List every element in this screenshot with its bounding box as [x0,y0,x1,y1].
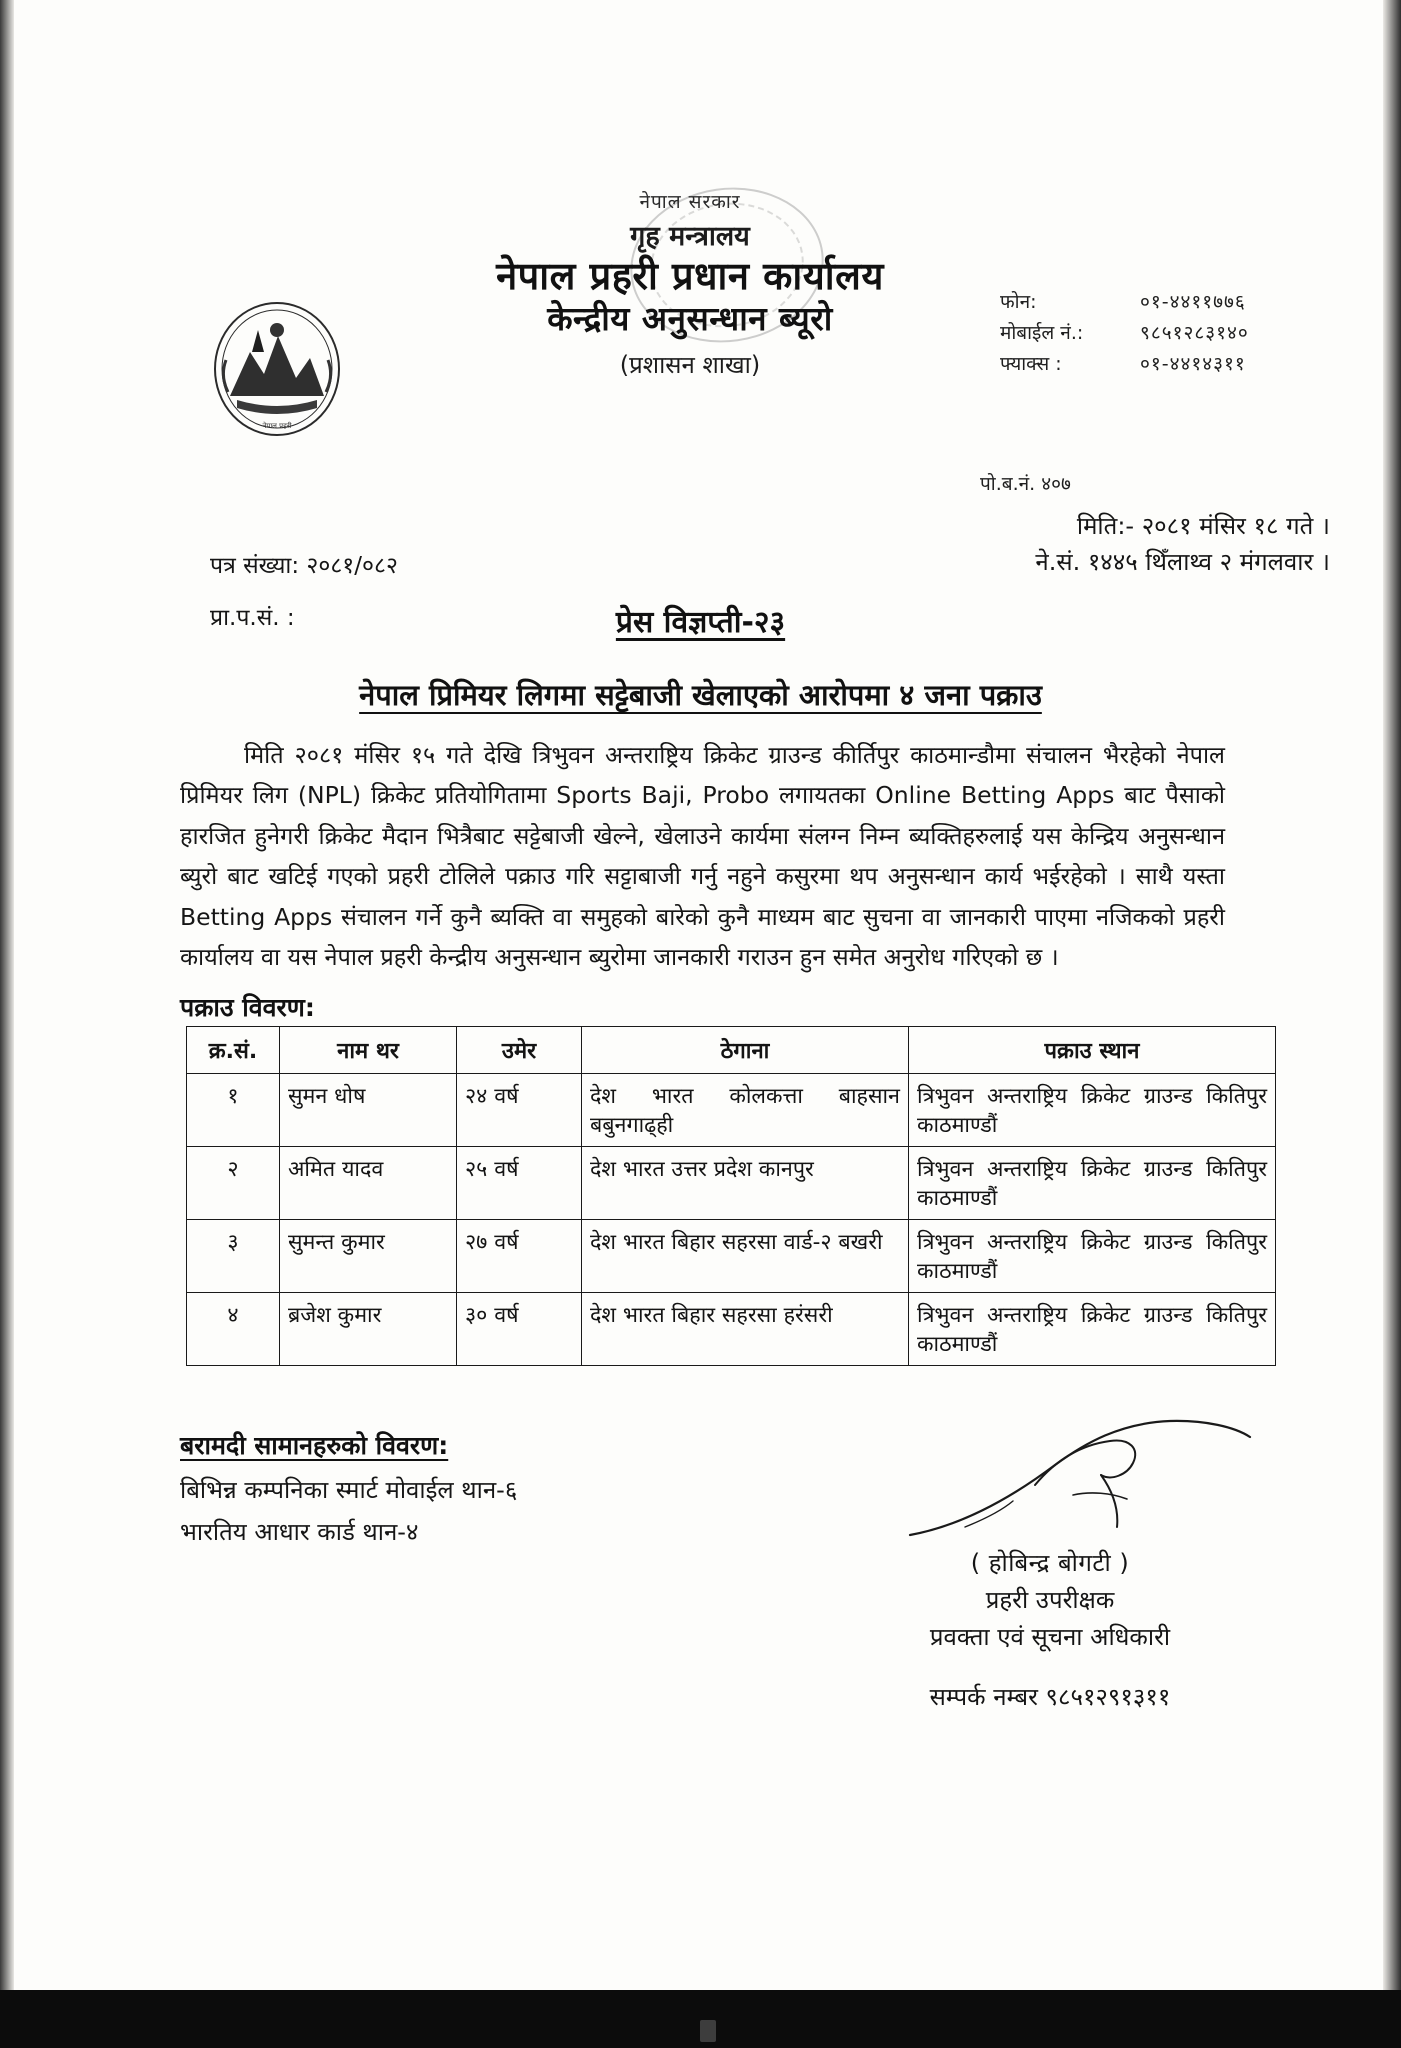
cell-place: त्रिभुवन अन्तराष्ट्रिय क्रिकेट ग्राउन्ड कितिपुर काठमाण्डौं [909,1147,1276,1220]
table-row [187,1074,1276,1147]
svg-text:नेपाल प्रहरी: नेपाल प्रहरी [262,422,292,430]
press-release-title: प्रेस विज्ञप्ती-२३ [615,605,786,640]
cell-place: त्रिभुवन अन्तराष्ट्रिय क्रिकेट ग्राउन्ड कितिपुर काठमाण्डौं [909,1220,1276,1293]
col-sn: क्र.सं. [187,1027,280,1074]
signature-block [840,1545,1260,1657]
government-line: नेपाल सरकार [639,191,741,213]
po-box: पो.ब.नं. ४०७ [980,473,1071,495]
contact-row [1000,319,1330,345]
fax-label: फ्याक्स : [1000,353,1062,375]
contact-number: सम्पर्क नम्बर ९८५१२९१३११ [929,1683,1171,1711]
handwritten-signature [905,1415,1255,1560]
cell-sn: १ [187,1074,280,1147]
cell-age: २७ वर्ष [457,1220,582,1293]
signatory-rank: प्रहरी उपरीक्षक [985,1586,1115,1615]
contact-row [1000,288,1330,314]
branch-line: (प्रशासन शाखा) [619,351,761,380]
page-edge-right [1383,0,1401,1990]
mobile-value: ९८५१२८३१४० [1140,322,1249,344]
table-row [187,1220,1276,1293]
detainee-table [186,1026,1276,1366]
mobile-label: मोबाईल नं.: [1000,322,1084,344]
cell-address: देश भारत कोलकत्ता बाहसान बबुनगाढ्ही [582,1074,909,1147]
detain-details-label: पक्राउ विवरण: [180,993,315,1022]
cell-name: सुमन्त कुमार [280,1220,457,1293]
phone-label: फोन: [1000,291,1037,313]
seized-item-2: भारतिय आधार कार्ड थान-४ [180,1518,419,1546]
phone-value: ०१-४४११७७६ [1140,291,1246,313]
col-place: पक्राउ स्थान [909,1027,1276,1074]
contact-block [1000,288,1330,381]
date-block [930,508,1330,580]
nepal-police-emblem-icon [212,300,342,438]
cell-age: ३० वर्ष [457,1293,582,1366]
pps-number: प्रा.प.सं. : [210,605,295,631]
headline: नेपाल प्रिमियर लिगमा सट्टेबाजी खेलाएको आरोपमा ४ जना पक्राउ [359,678,1042,712]
cell-name: सुमन धोष [280,1074,457,1147]
cell-age: २५ वर्ष [457,1147,582,1220]
office-line: नेपाल प्रहरी प्रधान कार्यालय [496,254,884,298]
fax-value: ०१-४४१४३११ [1140,353,1246,375]
col-age: उमेर [457,1027,582,1074]
cell-address: देश भारत उत्तर प्रदेश कानपुर [582,1147,909,1220]
cell-sn: ३ [187,1220,280,1293]
letterhead [380,188,1000,381]
table-row [187,1147,1276,1220]
letter-number: पत्र संख्या: २०८१/०८२ [210,553,398,579]
cell-address: देश भारत बिहार सहरसा वार्ड-२ बखरी [582,1220,909,1293]
cell-place: त्रिभुवन अन्तराष्ट्रिय क्रिकेट ग्राउन्ड कितिपुर काठमाण्डौं [909,1074,1276,1147]
seized-item-1: बिभिन्न कम्पनिका स्मार्ट मोवाईल थान-६ [180,1476,518,1504]
signatory-name: ( होबिन्द्र बोगटी ) [970,1549,1130,1577]
cell-sn: २ [187,1147,280,1220]
table-row [187,1293,1276,1366]
date-ns: ने.सं. १४४५ थिँलाथ्व २ मंगलवार । [1035,548,1330,576]
cell-address: देश भारत बिहार सहरसा हरंसरी [582,1293,909,1366]
signatory-role: प्रवक्ता एवं सूचना अधिकारी [929,1623,1171,1652]
cell-age: २४ वर्ष [457,1074,582,1147]
bureau-line: केन्द्रीय अनुसन्धान ब्यूरो [547,298,833,338]
col-address: ठेगाना [582,1027,909,1074]
table-header-row [187,1027,1276,1074]
date-bs: मिति:- २०८१ मंसिर १८ गते । [1076,512,1330,540]
cell-place: त्रिभुवन अन्तराष्ट्रिय क्रिकेट ग्राउन्ड कितिपुर काठमाण्डौं [909,1293,1276,1366]
cell-sn: ४ [187,1293,280,1366]
body-paragraph: मिति २०८१ मंसिर १५ गते देखि त्रिभुवन अन्तराष्ट्रिय क्रिकेट ग्राउन्ड कीर्तिपुर काठमान्डौमा संचालन भैरहेको नेपाल प्रिमियर लिग (NPL) क्रिकेट प्रतियोगितामा Sports Baji, Probo लगायतका Online Betting Apps बाट पैसाको हारजित हुनेगरी क्रिकेट मैदान भित्रैबाट सट्टेबाजी खेल्ने, खेलाउने कार्यमा संलग्न निम्न ब्यक्तिहरुलाई यस केन्द्रिय अनुसन्धान ब्युरो बाट खटिई गएको प्रहरी टोलिले पक्राउ गरि सट्टाबाजी गर्नु नहुने कसुरमा थप अनुसन्धान कार्य भईरहेको । साथै यस्ता Betting Apps संचालन गर्ने कुनै ब्यक्ति वा समुहको बारेको कुनै माध्यम बाट सुचना वा जानकारी पाएमा नजिकको प्रहरी कार्यालय वा यस नेपाल प्रहरी केन्द्रीय अनुसन्धान ब्युरोमा जानकारी गराउन हुन समेत अनुरोध गरिएको छ । [180,741,1225,972]
cell-name: अमित यादव [280,1147,457,1220]
col-name: नाम थर [280,1027,457,1074]
seized-items-title: बरामदी सामानहरुको विवरण: [180,1431,449,1460]
contact-row [1000,350,1330,376]
scanner-notch [700,2020,716,2042]
ministry-line: गृह मन्त्रालय [630,221,750,252]
page-edge-left [0,0,14,1990]
cell-name: ब्रजेश कुमार [280,1293,457,1366]
